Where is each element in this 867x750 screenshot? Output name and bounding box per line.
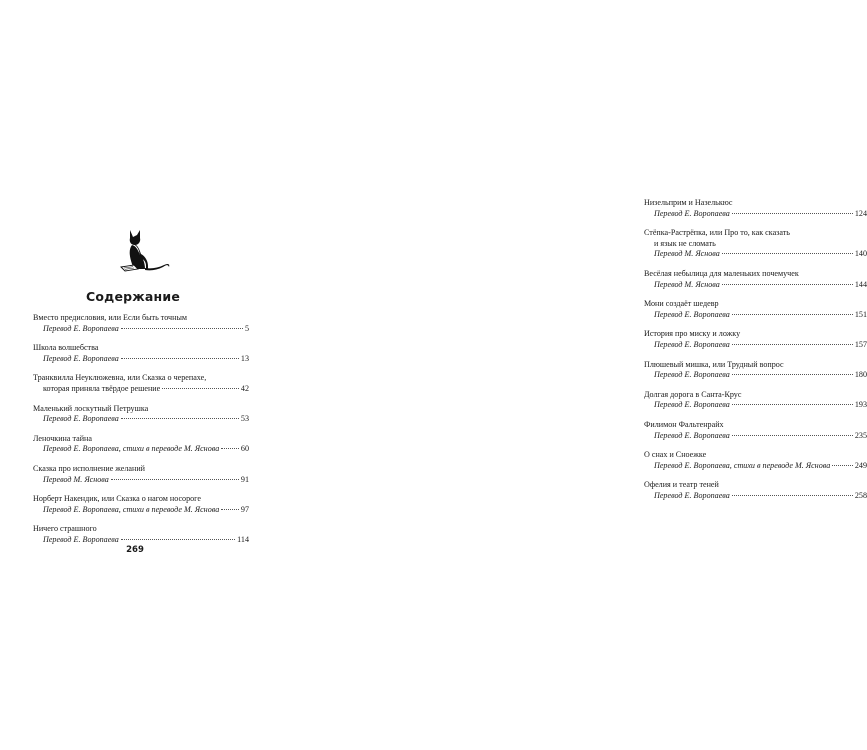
toc-entry: [33, 494, 249, 515]
entry-title: Мони создаёт шедевр: [644, 299, 719, 309]
entry-translator: Перевод Е. Воропаева: [43, 534, 119, 544]
entry-translator: Перевод Е. Воропаева: [43, 414, 119, 424]
dot-leader: [722, 252, 853, 254]
dot-leader: [121, 417, 239, 419]
entry-title-continuation: и язык не сломать: [654, 238, 716, 248]
entry-title: Маленький лоскутный Петрушка: [33, 403, 149, 413]
dot-leader: [732, 212, 853, 214]
entry-line: [33, 414, 249, 425]
toc-entry: [644, 198, 867, 219]
entry-title: Весёлая небылица для маленьких почемучек: [644, 268, 799, 278]
entry-line: [644, 340, 867, 351]
toc-entry: [33, 434, 249, 455]
entry-title: Низельприм и Назелькюс: [644, 198, 733, 207]
toc-entry: [33, 404, 249, 425]
entry-page-number: 124: [854, 208, 867, 218]
entry-line: [33, 324, 249, 335]
entry-translator: Перевод Е. Воропаева: [654, 490, 730, 500]
entry-title-continuation: которая приняла твёрдое решение: [43, 383, 161, 393]
entry-page-number: 140: [854, 249, 867, 259]
dot-leader: [121, 538, 235, 540]
entry-line: [33, 475, 249, 486]
entry-translator: Перевод Е. Воропаева: [654, 309, 730, 319]
dot-leader: [732, 494, 853, 496]
entry-line: [644, 400, 867, 411]
dot-leader: [722, 283, 853, 285]
entry-translator: Перевод М. Яснова: [43, 474, 109, 484]
entry-line: [33, 444, 249, 455]
entry-translator: Перевод Е. Воропаева, стихи в переводе М. Яснова: [43, 504, 220, 514]
toc-entry: [33, 343, 249, 364]
right-page: [300, 0, 867, 750]
entry-line: [33, 505, 249, 516]
entry-page-number: 193: [854, 400, 867, 410]
entry-page-number: 180: [854, 370, 867, 380]
toc-list-right: [644, 198, 867, 510]
entry-page-number: 60: [240, 444, 249, 454]
dot-leader: [732, 434, 853, 436]
toc-entry: [644, 228, 867, 260]
entry-title: О снах и Сноежке: [644, 450, 707, 460]
entry-page-number: 114: [237, 534, 249, 544]
entry-translator: Перевод Е. Воропаева, стихи в переводе М. Яснова: [654, 460, 831, 470]
dot-leader: [111, 478, 239, 480]
dot-leader: [121, 357, 239, 359]
entry-page-number: 42: [240, 383, 249, 393]
entry-title: История про миску и ложку: [644, 329, 741, 339]
entry-title: Норберт Накендик, или Сказка о нагом носороге: [33, 494, 201, 504]
entry-translator: Перевод Е. Воропаева: [654, 370, 730, 380]
entry-page-number: 5: [244, 323, 249, 333]
dot-leader: [221, 508, 239, 510]
dot-leader: [221, 447, 239, 449]
entry-title: Филимон Фальтенрайх: [644, 419, 724, 429]
entry-page-number: 13: [240, 353, 249, 363]
toc-entry: [33, 313, 249, 334]
entry-page-number: 151: [854, 309, 867, 319]
entry-line: [644, 209, 867, 220]
entry-title: Транквилла Неуклюжевна, или Сказка о черепахе,: [33, 373, 207, 383]
entry-translator: Перевод Е. Воропаева: [654, 208, 730, 218]
entry-translator: Перевод Е. Воропаева: [654, 430, 730, 440]
toc-entry: [644, 299, 867, 320]
entry-title: Стёпка-Растрёпка, или Про то, как сказать: [644, 228, 790, 238]
dot-leader: [732, 313, 853, 315]
toc-entry: [33, 464, 249, 485]
entry-title: Вместо предисловия, или Если быть точным: [33, 313, 188, 322]
entry-title: Леночкина тайна: [33, 433, 92, 443]
entry-line: [33, 384, 249, 395]
entry-line: [644, 491, 867, 502]
entry-line: [644, 431, 867, 442]
toc-entry: [644, 360, 867, 381]
dot-leader: [732, 373, 853, 375]
page-number: 269: [126, 545, 144, 555]
entry-page-number: 235: [854, 430, 867, 440]
entry-page-number: 91: [240, 474, 249, 484]
entry-page-number: 97: [240, 504, 249, 514]
entry-translator: Перевод М. Яснова: [654, 249, 720, 259]
entry-page-number: 258: [854, 490, 867, 500]
entry-translator: Перевод М. Яснова: [654, 279, 720, 289]
entry-translator: Перевод Е. Воропаева: [43, 323, 119, 333]
dot-leader: [732, 343, 853, 345]
toc-entry: [33, 373, 249, 394]
entry-page-number: 249: [854, 460, 867, 470]
entry-page-number: 53: [240, 414, 249, 424]
entry-line: [644, 461, 867, 472]
entry-title: Плюшевый мишка, или Трудный вопрос: [644, 359, 784, 369]
dot-leader: [832, 464, 853, 466]
entry-line: [644, 249, 867, 260]
toc-entry: [644, 450, 867, 471]
toc-entry: [644, 420, 867, 441]
entry-line: [644, 310, 867, 321]
toc-title: Содержание: [85, 289, 181, 304]
dot-leader: [121, 327, 243, 329]
entry-line: [644, 370, 867, 381]
left-page: [0, 0, 300, 750]
entry-title: Сказка про исполнение желаний: [33, 463, 146, 473]
entry-title: Ничего страшного: [33, 524, 97, 534]
toc-entry: [644, 390, 867, 411]
toc-entry: [644, 269, 867, 290]
dot-leader: [162, 387, 239, 389]
entry-title: Школа волшебства: [33, 343, 99, 353]
entry-page-number: 144: [854, 279, 867, 289]
toc-entry: [644, 480, 867, 501]
toc-entry: [33, 524, 249, 545]
entry-translator: Перевод Е. Воропаева, стихи в переводе М. Яснова: [43, 444, 220, 454]
entry-line: [644, 280, 867, 291]
entry-translator: Перевод Е. Воропаева: [43, 353, 119, 363]
entry-line: [33, 354, 249, 365]
entry-line: [33, 535, 249, 546]
dot-leader: [732, 403, 853, 405]
toc-entry: [644, 329, 867, 350]
entry-title: Офелия и театр теней: [644, 480, 719, 490]
cat-illustration: [118, 228, 172, 274]
entry-translator: Перевод Е. Воропаева: [654, 400, 730, 410]
entry-title: Долгая дорога в Санта-Крус: [644, 389, 742, 399]
entry-page-number: 157: [854, 339, 867, 349]
entry-translator: Перевод Е. Воропаева: [654, 339, 730, 349]
toc-list-left: [33, 313, 249, 555]
